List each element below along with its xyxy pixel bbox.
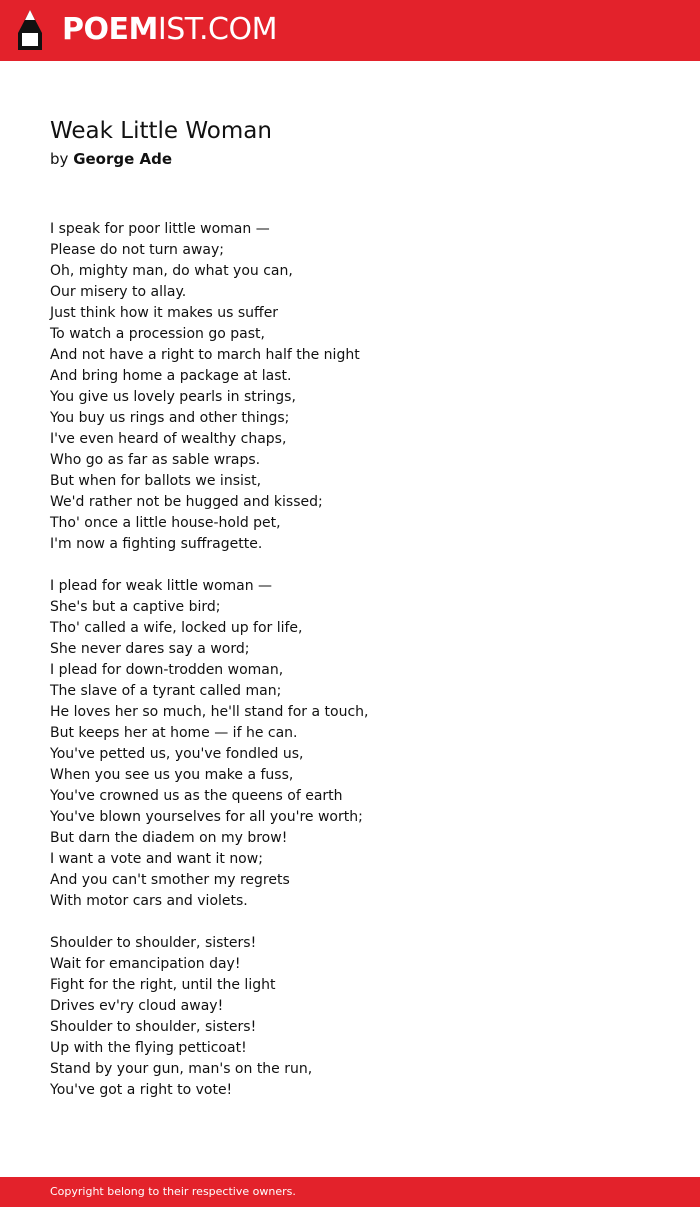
poem-line: She never dares say a word; — [50, 641, 250, 657]
poem-line: But darn the diadem on my brow! — [50, 830, 288, 846]
poem-line: I want a vote and want it now; — [50, 851, 263, 867]
poem-line: Wait for emancipation day! — [50, 956, 241, 972]
poem-line: You've got a right to vote! — [50, 1082, 233, 1098]
poem-line: He loves her so much, he'll stand for a touch, — [50, 704, 369, 720]
poem-line: But keeps her at home — if he can. — [50, 725, 298, 741]
poem-line: Oh, mighty man, do what you can, — [50, 263, 293, 279]
by-label: by — [50, 150, 69, 168]
poem-line: I've even heard of wealthy chaps, — [50, 431, 287, 447]
site-logo[interactable] — [62, 11, 277, 49]
poem-line: You've crowned us as the queens of earth — [50, 788, 343, 804]
poem-line: I speak for poor little woman — — [50, 221, 270, 237]
poem-line: Just think how it makes us suffer — [50, 305, 279, 321]
poem-line: Fight for the right, until the light — [50, 977, 276, 993]
poem-line: And you can't smother my regrets — [50, 872, 290, 888]
logo-text-bold: POEM — [62, 12, 158, 47]
poem-line: The slave of a tyrant called man; — [50, 683, 282, 699]
poem-line: Up with the flying petticoat! — [50, 1040, 247, 1056]
poem-line: You buy us rings and other things; — [50, 410, 290, 426]
poem-body — [50, 219, 670, 1122]
poem-line: With motor cars and violets. — [50, 893, 248, 909]
poem-line: I plead for down-trodden woman, — [50, 662, 284, 678]
poem-line: I plead for weak little woman — — [50, 578, 273, 594]
poem-line: Tho' once a little house-hold pet, — [50, 515, 281, 531]
poem-line: And not have a right to march half the night — [50, 347, 360, 363]
logo-text-light: IST.COM — [157, 12, 277, 47]
poem-line: She's but a captive bird; — [50, 599, 221, 615]
poem-line: Our misery to allay. — [50, 284, 187, 300]
byline — [50, 149, 172, 169]
poem-author[interactable]: George Ade — [73, 150, 173, 168]
poem-line: Shoulder to shoulder, sisters! — [50, 935, 257, 951]
site-header — [0, 0, 700, 61]
poem-line: And bring home a package at last. — [50, 368, 292, 384]
poem-line: I'm now a fighting suffragette. — [50, 536, 263, 552]
poem-line: You've blown yourselves for all you're worth; — [50, 809, 363, 825]
copyright-text: Copyright belong to their respective owners. — [50, 1185, 296, 1198]
poem-line: We'd rather not be hugged and kissed; — [50, 494, 323, 510]
poem-line: Please do not turn away; — [50, 242, 224, 258]
poem-stanza — [50, 576, 670, 912]
pencil-icon[interactable] — [17, 9, 43, 51]
poem-stanza — [50, 933, 670, 1101]
poem-line: Who go as far as sable wraps. — [50, 452, 261, 468]
poem-line: Tho' called a wife, locked up for life, — [50, 620, 303, 636]
poem-line: To watch a procession go past, — [50, 326, 265, 342]
poem-title: Weak Little Woman — [50, 118, 272, 144]
poem-stanza — [50, 219, 670, 555]
poem-line: You give us lovely pearls in strings, — [50, 389, 296, 405]
site-footer — [0, 1177, 700, 1207]
poem-line: When you see us you make a fuss, — [50, 767, 294, 783]
poem-line: But when for ballots we insist, — [50, 473, 262, 489]
poem-line: Drives ev'ry cloud away! — [50, 998, 224, 1014]
poem-line: Shoulder to shoulder, sisters! — [50, 1019, 257, 1035]
poem-line: You've petted us, you've fondled us, — [50, 746, 304, 762]
poem-line: Stand by your gun, man's on the run, — [50, 1061, 313, 1077]
